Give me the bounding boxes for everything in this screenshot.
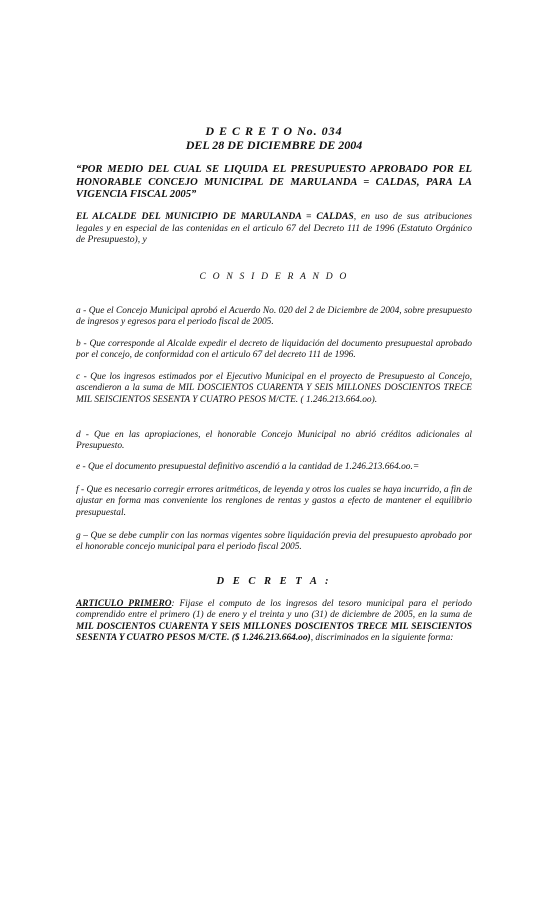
considerando-d: d - Que en las apropiaciones, el honorable Concejo Municipal no abrió créditos adicionales al Presupuesto. (76, 430, 472, 452)
articulo-primero-amount: MIL DOSCIENTOS CUARENTA Y SEIS MILLONES DOSCIENTOS TRECE MIL SEISCIENTOS SESENTA Y CUATRO PESOS M/CTE. ($ 1.246.213.664.oo) (76, 621, 472, 644)
articulo-primero-text-end: , discriminados en la siguiente forma: (310, 633, 454, 644)
considerando-c: c - Que los ingresos estimados por el Ejecutivo Municipal en el proyecto de Presupuesto al Concejo, ascendieron a la suma de MIL DOSCIENTOS CUARENTA Y SEIS MILLONES DOSCIENTOS TRECE MIL SEISCIENTOS SESENTA Y CUATRO PESOS M/CTE. ( 1.246.213.664.oo). (76, 372, 472, 405)
decreta-heading: D E C R E T A : (216, 576, 332, 587)
considerando-g: g – Que se debe cumplir con las normas vigentes sobre liquidación previa del presupuesto aprobado por el honorable concejo municipal para el periodo fiscal 2005. (76, 531, 472, 553)
considerando-heading: C O N S I D E R A N D O (199, 271, 349, 282)
considerando-e: e - Que el documento presupuestal definitivo ascendió a la cantidad de 1.246.213.664.oo.= (76, 462, 420, 472)
articulo-primero-label: ARTICULO PRIMERO (76, 599, 172, 609)
intro-text: , en uso de sus atribuciones legales y en especial de las contenidas en el articulo 67 del Decreto 111 de 1996 (Estatuto Orgánico de Presupuesto), y (76, 211, 473, 245)
decree-subject: “POR MEDIO DEL CUAL SE LIQUIDA EL PRESUPUESTO APROBADO POR EL HONORABLE CONCEJO MUNICIPAL DE MARULANDA = CALDAS, PARA LA VIGENCIA FISCAL 2005” (76, 164, 472, 200)
considerando-b: b - Que corresponde al Alcalde expedir el decreto de liquidación del documento presupuestal aprobado por el concejo, de conformidad con el articulo 67 del decreto 111 de 1996. (76, 339, 472, 361)
articulo-primero (76, 599, 472, 645)
decree-title: D E C R E T O No. 034 (205, 124, 343, 138)
intro-paragraph (76, 211, 472, 246)
intro-authority: EL ALCALDE DEL MUNICIPIO DE MARULANDA = CALDAS (76, 211, 354, 222)
decree-date: DEL 28 DE DICIEMBRE DE 2004 (185, 138, 363, 152)
considerando-a: a - Que el Concejo Municipal aprobó el Acuerdo No. 020 del 2 de Diciembre de 2004, sobre presupuesto de ingresos y egresos para el periodo fiscal de 2005. (76, 306, 472, 328)
considerando-f: f - Que es necesario corregir errores aritméticos, de leyenda y otros los cuales se haya incurrido, a fin de ajustar en forma mas conveniente los renglones de rentas y gastos a efecto de mantener el equilibrio presupuestal. (76, 485, 472, 518)
articulo-primero-text: : Fijase el computo de los ingresos del tesoro municipal para el periodo comprendido entre el primero (1) de enero y el treinta y uno (31) de diciembre de 2005, en la suma de (76, 599, 472, 621)
